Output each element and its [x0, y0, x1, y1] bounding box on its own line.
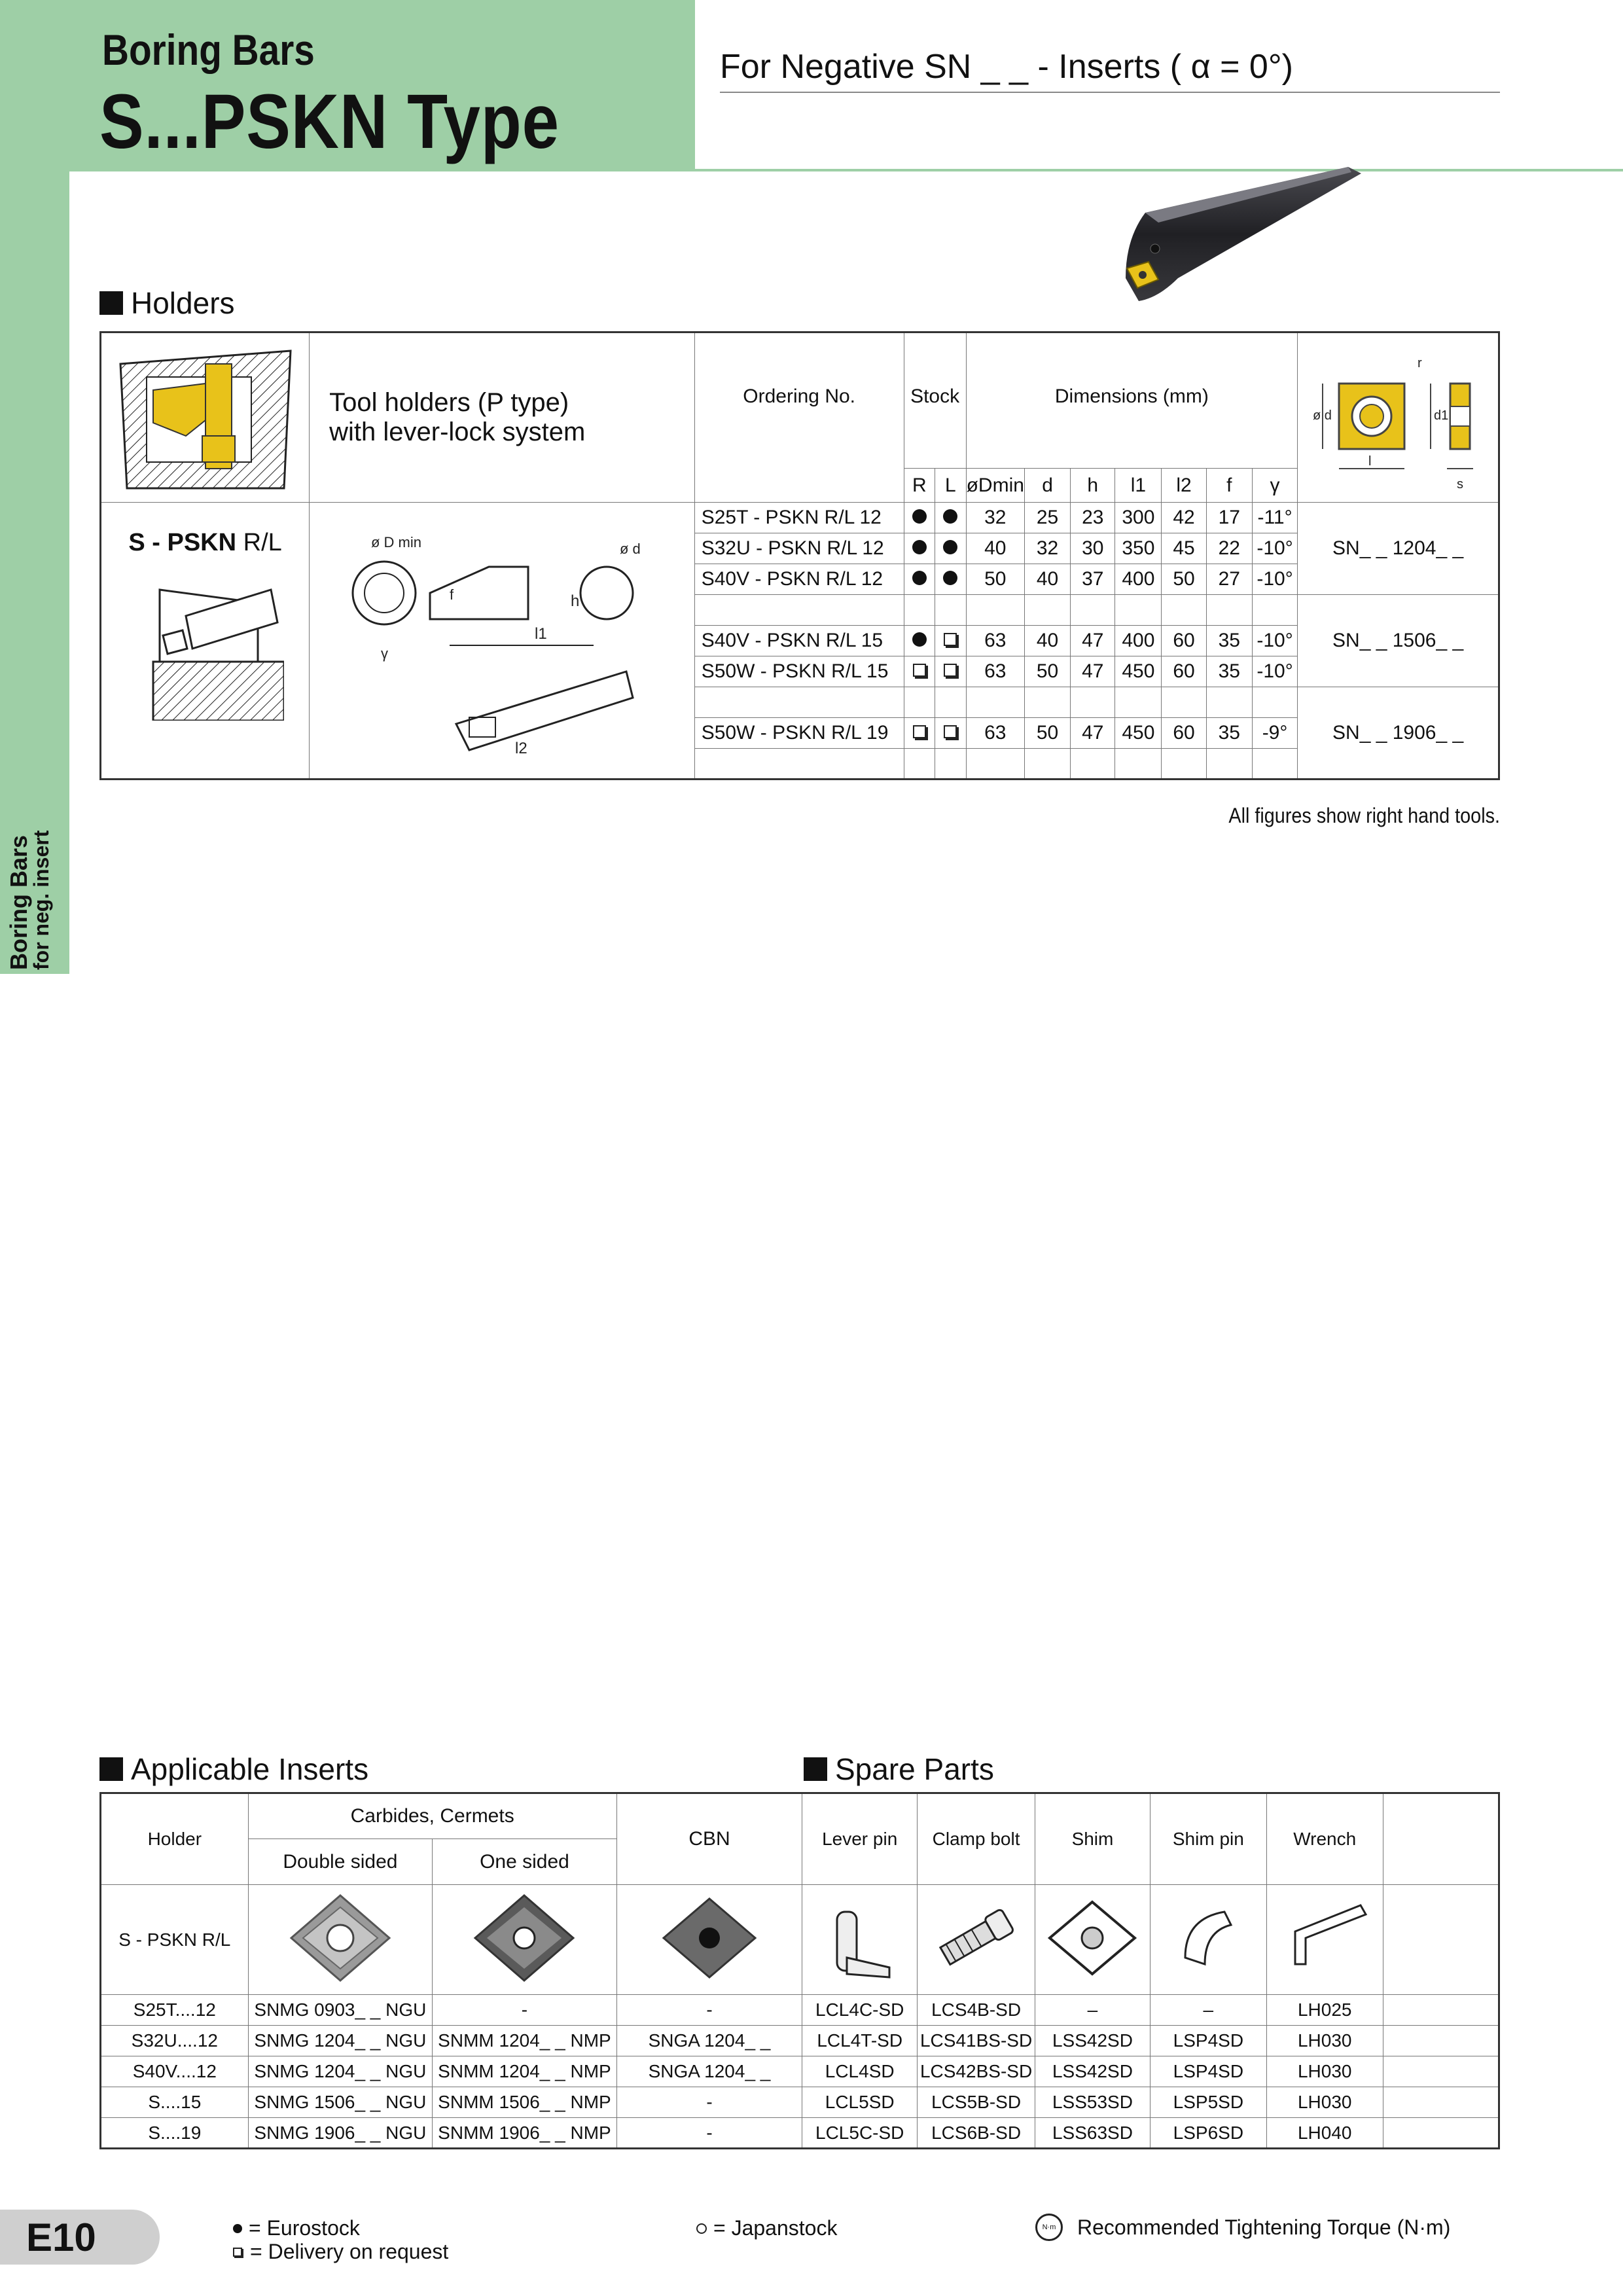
spare-part: LSP6SD: [1150, 2118, 1266, 2149]
dim-l1: [1115, 595, 1162, 626]
cbn-insert: -: [616, 1995, 802, 2026]
ordering-number: S40V - PSKN R/L 15: [694, 626, 904, 656]
delivery-box-icon: [944, 664, 957, 677]
dim-dmin: [966, 749, 1024, 780]
dim-f: [1206, 595, 1252, 626]
dim-l2: 50: [1162, 564, 1206, 595]
dim-h: 37: [1071, 564, 1115, 595]
label-l1: l1: [534, 625, 547, 643]
shim-image: [1035, 1885, 1150, 1995]
double-sided-insert: SNMG 1506_ _ NGU: [248, 2087, 433, 2118]
cbn-insert-image: [616, 1885, 802, 1995]
dim-l1: 400: [1115, 564, 1162, 595]
dim-l2: 60: [1162, 718, 1206, 749]
dim-d: 50: [1024, 656, 1070, 687]
label-h: h: [570, 592, 580, 610]
dim-l: l: [1368, 454, 1372, 469]
delivery-box-icon: [913, 725, 926, 738]
dim-dmin: 40: [966, 533, 1024, 564]
section-square-icon: [99, 1757, 123, 1781]
dim-f: 35: [1206, 626, 1252, 656]
side-tab-line2: for neg. insert: [29, 830, 53, 970]
page-number: E10: [0, 2210, 160, 2265]
col-ordering: Ordering No.: [694, 332, 904, 503]
lever-pin-image: [802, 1885, 918, 1995]
ordering-number: S25T - PSKN R/L 12: [694, 503, 904, 533]
dim-gamma: -11°: [1252, 503, 1297, 533]
cbn-insert: -: [616, 2118, 802, 2149]
holders-section-title: Holders: [99, 285, 235, 321]
spare-part: LCL5SD: [802, 2087, 918, 2118]
ordering-number: S32U - PSKN R/L 12: [694, 533, 904, 564]
holder-description: Tool holders (P type) with lever-lock system: [310, 332, 695, 503]
spare-part: LCL4SD: [802, 2056, 918, 2087]
label-f: f: [449, 586, 454, 603]
torque-icon: N·m: [1035, 2214, 1063, 2241]
spare-part: LCL4C-SD: [802, 1995, 918, 2026]
dim-l1: [1115, 687, 1162, 718]
dim-l2: [1162, 687, 1206, 718]
inserts-holder-label: S - PSKN R/L: [101, 1885, 249, 1995]
one-sided-insert: SNMM 1506_ _ NMP: [433, 2087, 617, 2118]
dim-f: 35: [1206, 656, 1252, 687]
insert-row: [101, 1995, 1499, 2026]
cbn-insert: -: [616, 2087, 802, 2118]
dim-f: 35: [1206, 718, 1252, 749]
label-dmin: ø D min: [370, 534, 421, 550]
dim-gamma: -10°: [1252, 533, 1297, 564]
spare-part: LH030: [1266, 2087, 1383, 2118]
ordering-number: [694, 595, 904, 626]
section-square-icon: [99, 291, 123, 315]
ordering-number: [694, 749, 904, 780]
shim-pin-image: [1150, 1885, 1266, 1995]
dim-h: 47: [1071, 656, 1115, 687]
dimension-subheader: h: [1071, 469, 1115, 503]
dim-gamma: [1252, 687, 1297, 718]
stock-cell: [935, 503, 967, 533]
ordering-number: S50W - PSKN R/L 15: [694, 656, 904, 687]
dim-f: [1206, 687, 1252, 718]
dim-d: 40: [1024, 564, 1070, 595]
dim-d: [1024, 595, 1070, 626]
spare-part: LSS42SD: [1035, 2026, 1150, 2056]
dim-l2: 42: [1162, 503, 1206, 533]
holder-row: [101, 503, 1499, 533]
dim-h: 23: [1071, 503, 1115, 533]
dim-d: 50: [1024, 718, 1070, 749]
holder-cross-section-diagram: [101, 332, 310, 503]
dim-d: 32: [1024, 533, 1070, 564]
dim-f: 27: [1206, 564, 1252, 595]
dim-dmin: 63: [966, 626, 1024, 656]
wrench-image: [1266, 1885, 1383, 1995]
dim-l1: [1115, 749, 1162, 780]
spare-part: LH030: [1266, 2056, 1383, 2087]
col-lever-pin: Lever pin: [802, 1793, 918, 1885]
stock-cell: [904, 749, 935, 780]
stock-cell: [904, 533, 935, 564]
stock-cell: [935, 656, 967, 687]
inserts-body: [101, 1995, 1499, 2149]
insert-dimension-diagram: [1298, 332, 1499, 503]
stock-cell: [935, 687, 967, 718]
insert-row: [101, 2056, 1499, 2087]
dim-f: 22: [1206, 533, 1252, 564]
dimension-subheader: l1: [1115, 469, 1162, 503]
col-shim: Shim: [1035, 1793, 1150, 1885]
dim-l2: 45: [1162, 533, 1206, 564]
dim-d1: d1: [1434, 408, 1449, 423]
stock-cell: [935, 564, 967, 595]
delivery-box-icon: [944, 633, 957, 646]
dim-s: s: [1457, 476, 1464, 492]
section-square-icon: [804, 1757, 827, 1781]
dim-l1: 400: [1115, 626, 1162, 656]
insert-row: [101, 2026, 1499, 2056]
spare-part: LCS42BS-SD: [918, 2056, 1035, 2087]
holder-dimension-drawing: [310, 503, 695, 780]
boring-bar-product-image: [1086, 167, 1361, 311]
stock-cell: [935, 749, 967, 780]
legend-eurostock: = Eurostock: [233, 2216, 360, 2240]
holder-type-label: S - PSKN R/L: [101, 503, 310, 780]
double-sided-insert: SNMG 1204_ _ NGU: [248, 2026, 433, 2056]
open-circle-icon: [696, 2223, 707, 2234]
insert-holder: S....15: [101, 2087, 249, 2118]
one-sided-insert: SNMM 1906_ _ NMP: [433, 2118, 617, 2149]
dim-d: 40: [1024, 626, 1070, 656]
legend-japanstock: = Japanstock: [696, 2216, 837, 2240]
label-gamma: γ: [380, 645, 388, 662]
col-holder: Holder: [101, 1793, 249, 1885]
dim-h: 47: [1071, 718, 1115, 749]
page-subtitle: For Negative SN _ _ - Inserts ( α = 0°): [720, 48, 1293, 86]
dim-d: [1024, 749, 1070, 780]
dim-dmin: 50: [966, 564, 1024, 595]
double-sided-insert: SNMG 1204_ _ NGU: [248, 2056, 433, 2087]
dim-l1: 450: [1115, 656, 1162, 687]
eurostock-dot-icon: [912, 571, 927, 585]
dim-l1: 300: [1115, 503, 1162, 533]
stock-cell: [935, 533, 967, 564]
dimension-subheader: f: [1206, 469, 1252, 503]
stock-cell: [904, 503, 935, 533]
stock-cell: [935, 718, 967, 749]
inserts-section-title: Applicable Inserts: [99, 1751, 368, 1787]
spare-part: –: [1150, 1995, 1266, 2026]
clamp-bolt-image: [918, 1885, 1035, 1995]
cbn-insert: SNGA 1204_ _: [616, 2056, 802, 2087]
dim-gamma: [1252, 749, 1297, 780]
insert-group: SN_ _ 1506_ _: [1298, 595, 1499, 687]
dimension-subheader: L: [935, 469, 967, 503]
spare-part: LSS53SD: [1035, 2087, 1150, 2118]
dim-gamma: -10°: [1252, 564, 1297, 595]
dim-f: 17: [1206, 503, 1252, 533]
cbn-insert: SNGA 1204_ _: [616, 2026, 802, 2056]
spare-part: LSS63SD: [1035, 2118, 1150, 2149]
inserts-spare-table: [99, 1792, 1500, 2149]
spare-part: –: [1035, 1995, 1150, 2026]
insert-holder: S....19: [101, 2118, 249, 2149]
col-one-sided: One sided: [433, 1839, 617, 1885]
dimension-subheader: R: [904, 469, 935, 503]
dim-gamma: -10°: [1252, 656, 1297, 687]
dim-l2: 60: [1162, 626, 1206, 656]
dimension-subheader: l2: [1162, 469, 1206, 503]
side-tab: [0, 826, 69, 974]
delivery-box-icon: [944, 725, 957, 738]
stock-cell: [904, 626, 935, 656]
col-cbn: CBN: [616, 1793, 802, 1885]
dimension-subheader: øDmin: [966, 469, 1024, 503]
insert-holder: S25T....12: [101, 1995, 249, 2026]
spare-part: LH040: [1266, 2118, 1383, 2149]
insert-row: [101, 2087, 1499, 2118]
spare-part: LCS6B-SD: [918, 2118, 1035, 2149]
eurostock-dot-icon: [943, 540, 957, 554]
dimension-subheader: d: [1024, 469, 1070, 503]
subtitle-underline: [720, 92, 1500, 93]
dim-dmin: 32: [966, 503, 1024, 533]
filled-dot-icon: [233, 2224, 242, 2233]
ordering-number: S50W - PSKN R/L 19: [694, 718, 904, 749]
one-sided-insert: SNMM 1204_ _ NMP: [433, 2026, 617, 2056]
eurostock-dot-icon: [943, 571, 957, 585]
spare-part: LSP5SD: [1150, 2087, 1266, 2118]
col-empty: [1383, 1793, 1499, 1885]
holders-table: [99, 331, 1500, 780]
stock-cell: [904, 687, 935, 718]
delivery-box-icon: [913, 664, 926, 677]
col-dimensions: Dimensions (mm): [966, 332, 1298, 469]
legend-delivery: = Delivery on request: [233, 2240, 448, 2264]
spare-part: LCS4B-SD: [918, 1995, 1035, 2026]
dim-r: r: [1418, 355, 1422, 370]
dim-gamma: -9°: [1252, 718, 1297, 749]
col-clamp-bolt: Clamp bolt: [918, 1793, 1035, 1885]
col-shim-pin: Shim pin: [1150, 1793, 1266, 1885]
legend-torque: N·m Recommended Tightening Torque (N·m): [1035, 2214, 1450, 2241]
stock-cell: [935, 626, 967, 656]
spare-part: LCS41BS-SD: [918, 2026, 1035, 2056]
insert-holder: S32U....12: [101, 2026, 249, 2056]
one-sided-insert-image: [433, 1885, 617, 1995]
dim-gamma: [1252, 595, 1297, 626]
dim-dmin: 63: [966, 718, 1024, 749]
insert-group: SN_ _ 1204_ _: [1298, 503, 1499, 595]
category-title: Boring Bars: [102, 26, 315, 74]
col-double-sided: Double sided: [248, 1839, 433, 1885]
holder-side-diagram: [101, 577, 309, 727]
label-l2: l2: [514, 740, 527, 757]
dim-l2: 60: [1162, 656, 1206, 687]
dim-d: [1024, 687, 1070, 718]
insert-row: [101, 2118, 1499, 2149]
stock-cell: [904, 718, 935, 749]
dim-l1: 350: [1115, 533, 1162, 564]
eurostock-dot-icon: [943, 509, 957, 524]
insert-holder: S40V....12: [101, 2056, 249, 2087]
label-d: ø d: [619, 541, 641, 557]
one-sided-insert: SNMM 1204_ _ NMP: [433, 2056, 617, 2087]
type-title: S...PSKN Type: [99, 79, 560, 165]
dimension-subheader: γ: [1252, 469, 1297, 503]
double-sided-insert: SNMG 0903_ _ NGU: [248, 1995, 433, 2026]
eurostock-dot-icon: [912, 540, 927, 554]
col-stock: Stock: [904, 332, 966, 469]
insert-group: SN_ _ 1906_ _: [1298, 687, 1499, 780]
dim-l2: [1162, 595, 1206, 626]
col-carbides-group: Carbides, Cermets: [248, 1793, 616, 1839]
dim-h: 30: [1071, 533, 1115, 564]
spare-part: LCS5B-SD: [918, 2087, 1035, 2118]
spare-part: LH030: [1266, 2026, 1383, 2056]
stock-cell: [935, 595, 967, 626]
dim-d: 25: [1024, 503, 1070, 533]
stock-cell: [904, 564, 935, 595]
stock-cell: [904, 656, 935, 687]
dim-dmin: [966, 687, 1024, 718]
dim-h: [1071, 749, 1115, 780]
dim-f: [1206, 749, 1252, 780]
col-wrench: Wrench: [1266, 1793, 1383, 1885]
left-green-bar: [0, 171, 69, 826]
eurostock-dot-icon: [912, 509, 927, 524]
spare-part: LSS42SD: [1035, 2056, 1150, 2087]
ordering-number: S40V - PSKN R/L 12: [694, 564, 904, 595]
ordering-number: [694, 687, 904, 718]
stock-cell: [904, 595, 935, 626]
one-sided-insert: -: [433, 1995, 617, 2026]
holders-body: [101, 503, 1499, 780]
spare-part: LH025: [1266, 1995, 1383, 2026]
dim-l1: 450: [1115, 718, 1162, 749]
dim-gamma: -10°: [1252, 626, 1297, 656]
side-tab-line1: Boring Bars: [5, 834, 32, 970]
spare-part: LSP4SD: [1150, 2056, 1266, 2087]
open-box-icon: [233, 2248, 242, 2257]
double-sided-insert-image: [248, 1885, 433, 1995]
dim-h: [1071, 595, 1115, 626]
spare-part: LCL4T-SD: [802, 2026, 918, 2056]
spare-section-title: Spare Parts: [804, 1751, 994, 1787]
dim-dmin: 63: [966, 656, 1024, 687]
holders-note: All figures show right hand tools.: [1228, 804, 1500, 827]
double-sided-insert: SNMG 1906_ _ NGU: [248, 2118, 433, 2149]
eurostock-dot-icon: [912, 632, 927, 647]
spare-part: LSP4SD: [1150, 2026, 1266, 2056]
spare-part: LCL5C-SD: [802, 2118, 918, 2149]
dim-h: 47: [1071, 626, 1115, 656]
dim-l2: [1162, 749, 1206, 780]
dim-dmin: [966, 595, 1024, 626]
dim-d: ø d: [1313, 408, 1332, 423]
dim-h: [1071, 687, 1115, 718]
